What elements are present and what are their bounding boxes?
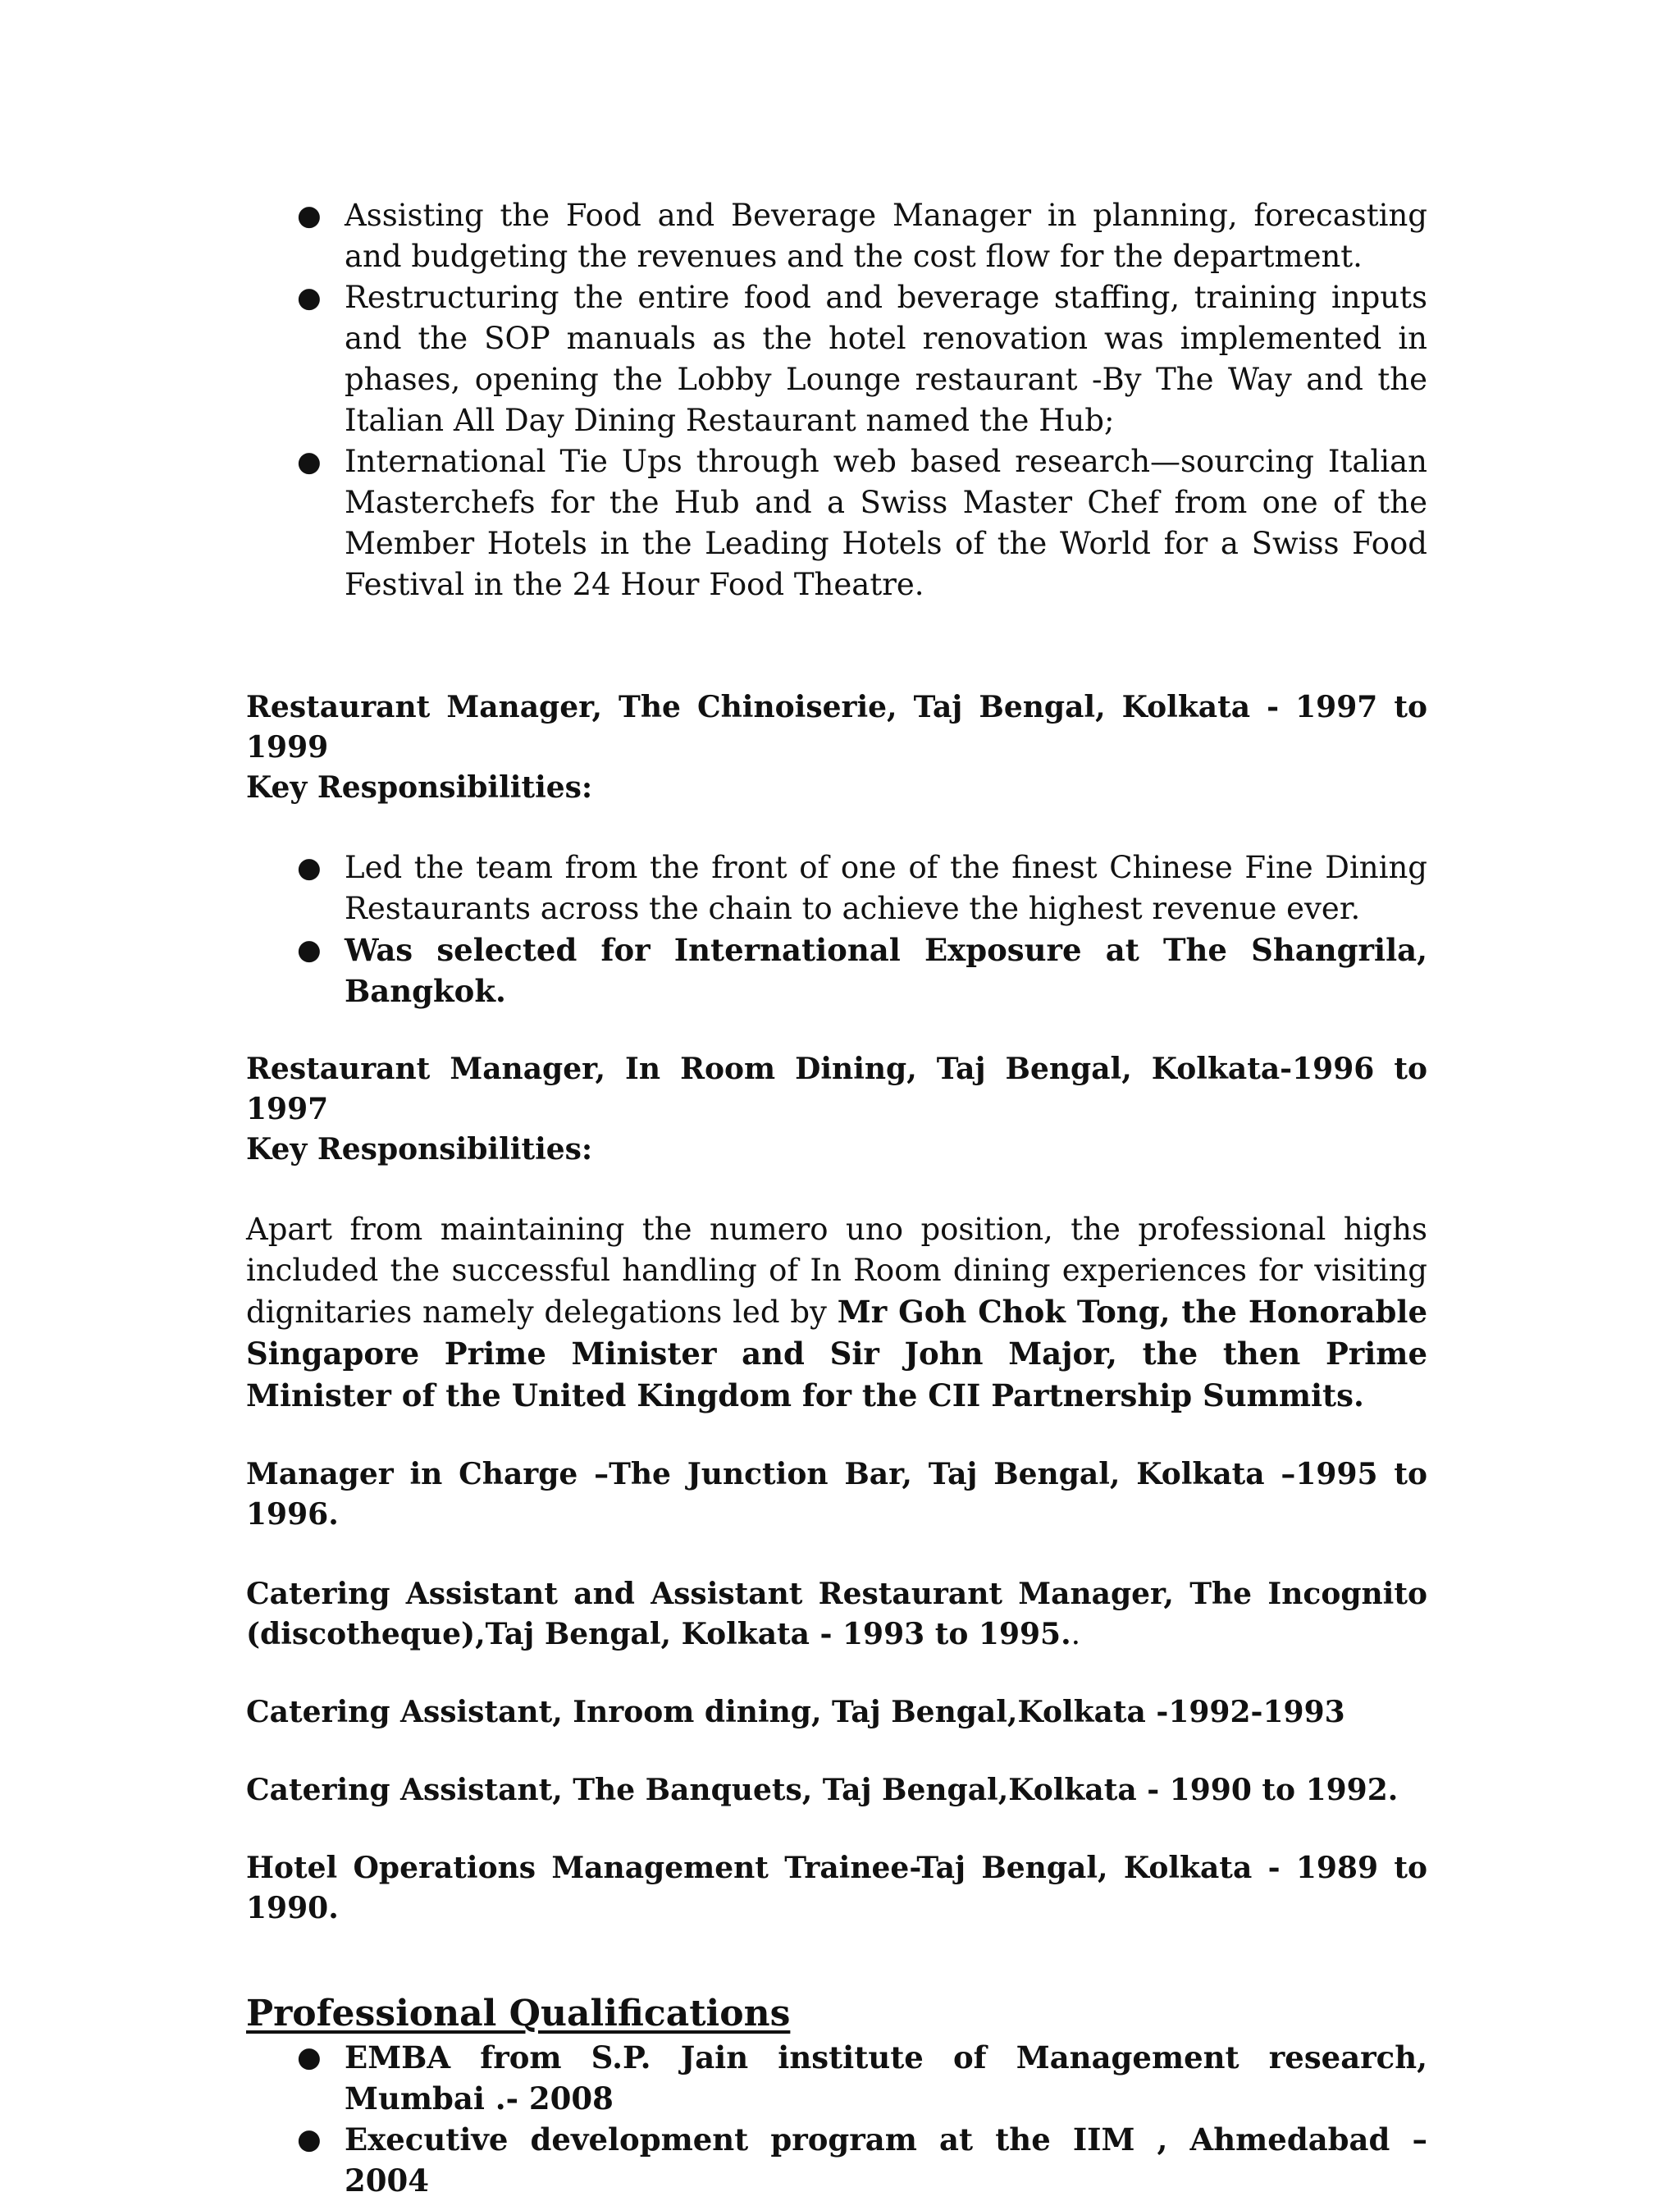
bullet-text: Restructuring the entire food and beverage staffing, training inputs and the SOP manuals as the hotel renovation was implemented in phases, opening the Lobby Lounge restaurant -By The Way and the Italian All Day Dining Restaurant named the Hub; bbox=[345, 280, 1427, 438]
bullet-icon: ● bbox=[297, 2041, 322, 2074]
resume-page bbox=[246, 195, 1427, 2201]
list-item bbox=[246, 2119, 1427, 2201]
paragraph-bold-text: Mr Goh Chok Tong, the Honorable Singapore Prime Minister and Sir John Major, the then Prime Minister of the United Kingdom for the CII Partnership Summits. bbox=[246, 1294, 1427, 1413]
bullet-text: Was selected for International Exposure at The Shangrila, Bangkok. bbox=[345, 932, 1427, 1009]
key-responsibilities-label: Key Responsibilities: bbox=[246, 1132, 593, 1167]
bullet-text: Led the team from the front of one of the finest Chinese Fine Dining Restaurants across the chain to achieve the highest revenue ever. bbox=[345, 850, 1427, 926]
section-title-qualifications: Professional Qualifications bbox=[246, 1993, 791, 2034]
bullet-icon: ● bbox=[297, 934, 322, 966]
list-item bbox=[246, 2037, 1427, 2119]
job-title-inroom-assistant: Catering Assistant, Inroom dining, Taj Bengal,Kolkata -1992-1993 bbox=[246, 1695, 1345, 1729]
job-title-chinoiserie: Restaurant Manager, The Chinoiserie, Taj Bengal, Kolkata - 1997 to 1999 bbox=[246, 690, 1427, 765]
bullet-text: EMBA from S.P. Jain institute of Management research, Mumbai .- 2008 bbox=[345, 2039, 1427, 2117]
paragraph-text: Apart from maintaining the numero uno position, the professional highs included the successful handling of In Room dining experiences for visiting dignitaries namely delegations led by bbox=[246, 1212, 1427, 1330]
chinoiserie-list bbox=[246, 847, 1427, 1011]
bullet-icon: ● bbox=[297, 852, 322, 884]
list-item bbox=[246, 847, 1427, 929]
key-responsibilities-label: Key Responsibilities: bbox=[246, 770, 593, 805]
job-title-in-room-dining: Restaurant Manager, In Room Dining, Taj Bengal, Kolkata-1996 to 1997 bbox=[246, 1052, 1427, 1126]
list-item bbox=[246, 929, 1427, 1011]
bullet-icon: ● bbox=[297, 445, 322, 478]
bullet-icon: ● bbox=[297, 2123, 322, 2156]
job-title-banquets: Catering Assistant, The Banquets, Taj Bengal,Kolkata - 1990 to 1992. bbox=[246, 1773, 1399, 1807]
bullet-text: Executive development program at the IIM , Ahmedabad – 2004 bbox=[345, 2121, 1427, 2199]
heading-tail: . bbox=[1071, 1618, 1081, 1651]
job-title-trainee: Hotel Operations Management Trainee-Taj Bengal, Kolkata - 1989 to 1990. bbox=[246, 1851, 1427, 1925]
job-title-junction-bar: Manager in Charge –The Junction Bar, Taj Bengal, Kolkata –1995 to 1996. bbox=[246, 1457, 1427, 1532]
responsibility-list bbox=[246, 195, 1427, 605]
qualifications-list bbox=[246, 2037, 1427, 2201]
job-title-incognito bbox=[246, 1574, 1427, 1655]
bullet-text: International Tie Ups through web based research—sourcing Italian Masterchefs for the Hub and a Swiss Master Chef from one of the Member Hotels in the Leading Hotels of the World for a Swiss Food Festival in the 24 Hour Food Theatre. bbox=[345, 444, 1427, 602]
bullet-icon: ● bbox=[297, 281, 322, 314]
list-item bbox=[246, 277, 1427, 441]
bullet-icon: ● bbox=[297, 199, 322, 232]
heading-text: Catering Assistant and Assistant Restaurant Manager, The Incognito (discotheque),Taj Bengal, Kolkata - 1993 to 1995. bbox=[246, 1577, 1427, 1651]
list-item bbox=[246, 441, 1427, 605]
bullet-text: Assisting the Food and Beverage Manager in planning, forecasting and budgeting the revenues and the cost flow for the department. bbox=[345, 198, 1427, 274]
list-item bbox=[246, 195, 1427, 277]
in-room-paragraph bbox=[246, 1209, 1427, 1417]
